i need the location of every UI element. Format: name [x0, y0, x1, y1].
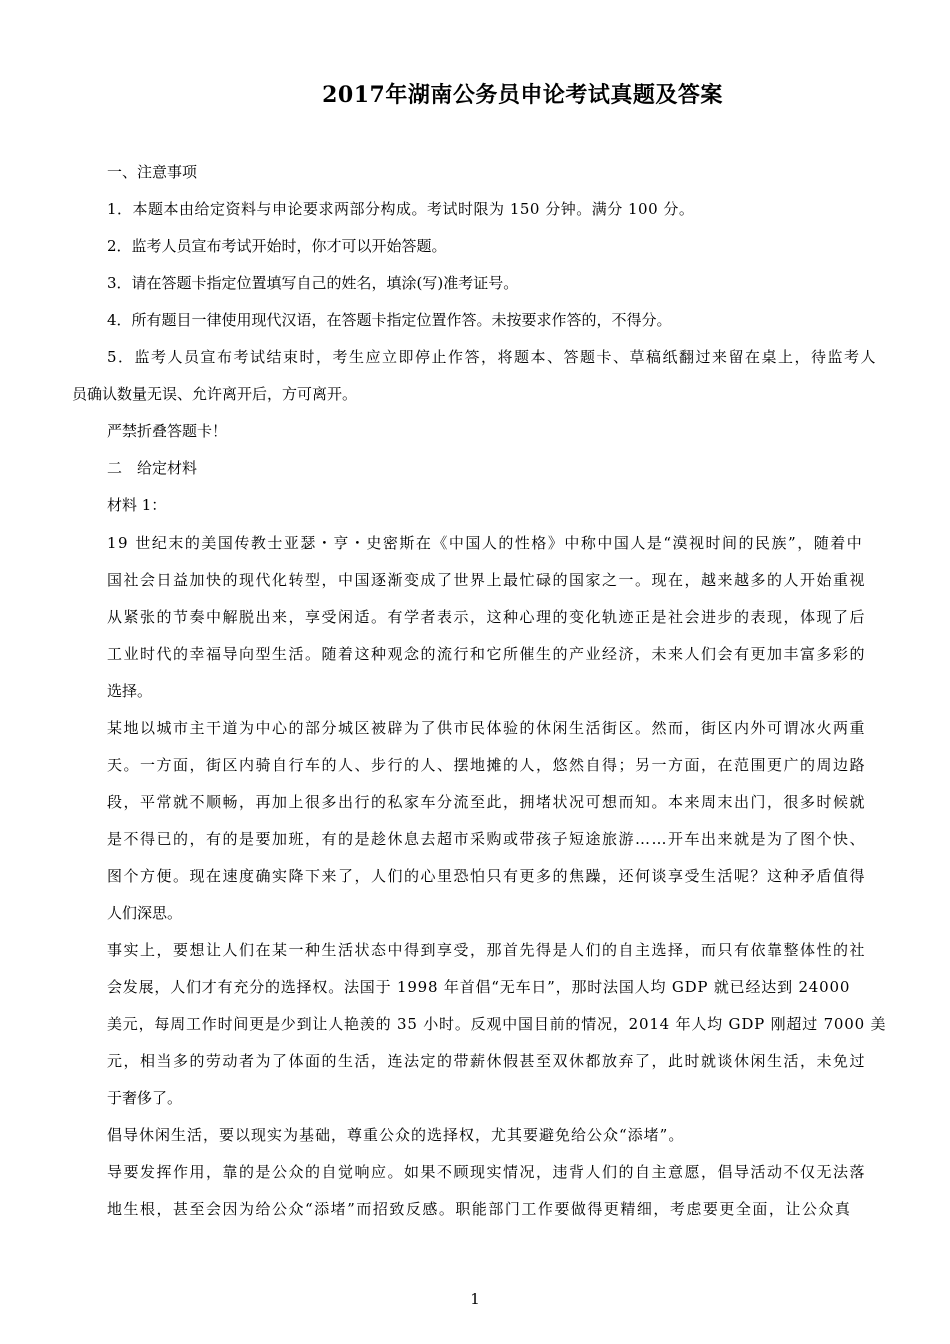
paragraph-line: 某地以城市主干道为中心的部分城区被辟为了供市民体验的休闲生活街区。然而，街区内外可谓冰火两重 [107, 719, 867, 737]
paragraph-line: 工业时代的幸福导向型生活。随着这种观念的流行和它所催生的产业经济，未来人们会有更加丰富多彩的 [107, 645, 867, 663]
note-line-3: 3．请在答题卡指定位置填写自己的姓名，填涂(写)准考证号。 [107, 274, 519, 292]
paragraph-line: 美元，每周工作时间更是少到让人艳羡的 35 小时。反观中国目前的情况，2014 年人均 GDP 刚超过 7000 美 [107, 1015, 887, 1033]
paragraph-line: 图个方便。现在速度确实降下来了，人们的心里恐怕只有更多的焦躁，还何谈享受生活呢？这种矛盾值得 [107, 867, 867, 885]
paragraph-line: 段，平常就不顺畅，再加上很多出行的私家车分流至此，拥堵状况可想而知。本来周末出门，很多时候就 [107, 793, 867, 811]
paragraph-line: 是不得已的，有的是要加班，有的是趁休息去超市采购或带孩子短途旅游……开车出来就是为了图个快、 [107, 830, 867, 848]
paragraph-line: 19 世纪末的美国传教士亚瑟・亨・史密斯在《中国人的性格》中称中国人是“漠视时间的民族”，随着中 [107, 534, 864, 552]
section-heading-materials: 二 给定材料 [107, 459, 198, 477]
note-line-5-continued: 员确认数量无误、允许离开后，方可离开。 [72, 385, 358, 403]
note-line-5: 5．监考人员宣布考试结束时，考生应立即停止作答，将题本、答题卡、草稿纸翻过来留在桌上，待监考人 [107, 348, 878, 366]
material-1-label: 材料 1： [107, 496, 167, 514]
paragraph-line: 倡导休闲生活，要以现实为基础，尊重公众的选择权，尤其要避免给公众“添堵”。 [107, 1126, 685, 1144]
note-line-4: 4．所有题目一律使用现代汉语，在答题卡指定位置作答。未按要求作答的，不得分。 [107, 311, 672, 329]
paragraph-line: 元，相当多的劳动者为了体面的生活，连法定的带薪休假甚至双休都放弃了，此时就谈休闲生活，未免过 [107, 1052, 867, 1070]
paragraph-line: 人们深思。 [107, 904, 183, 922]
paragraph-line: 选择。 [107, 682, 153, 700]
paragraph-line: 事实上，要想让人们在某一种生活状态中得到享受，那首先得是人们的自主选择，而只有依靠整体性的社 [107, 941, 867, 959]
paragraph-line: 于奢侈了。 [107, 1089, 183, 1107]
document-title: 2017年湖南公务员申论考试真题及答案 [322, 82, 723, 108]
warning-line: 严禁折叠答题卡！ [107, 422, 228, 440]
paragraph-line: 天。一方面，街区内骑自行车的人、步行的人、摆地摊的人，悠然自得；另一方面，在范围更广的周边路 [107, 756, 867, 774]
paragraph-line: 导要发挥作用，靠的是公众的自觉响应。如果不顾现实情况，违背人们的自主意愿，倡导活动不仅无法落 [107, 1163, 867, 1181]
section-heading-notes: 一、注意事项 [107, 163, 198, 181]
paragraph-line: 从紧张的节奏中解脱出来，享受闲适。有学者表示，这种心理的变化轨迹正是社会进步的表现，体现了后 [107, 608, 867, 626]
note-line-1: 1．本题本由给定资料与申论要求两部分构成。考试时限为 150 分钟。满分 100 分。 [107, 200, 695, 218]
paragraph-line: 国社会日益加快的现代化转型，中国逐渐变成了世界上最忙碌的国家之一。现在，越来越多的人开始重视 [107, 571, 867, 589]
paragraph-line: 地生根，甚至会因为给公众“添堵”而招致反感。职能部门工作要做得更精细，考虑要更全面，让公众真 [107, 1200, 852, 1218]
note-line-2: 2．监考人员宣布考试开始时，你才可以开始答题。 [107, 237, 447, 255]
page-number: 1 [470, 1290, 480, 1308]
paragraph-line: 会发展，人们才有充分的选择权。法国于 1998 年首倡“无车日”，那时法国人均 GDP 就已经达到 24000 [107, 978, 851, 996]
